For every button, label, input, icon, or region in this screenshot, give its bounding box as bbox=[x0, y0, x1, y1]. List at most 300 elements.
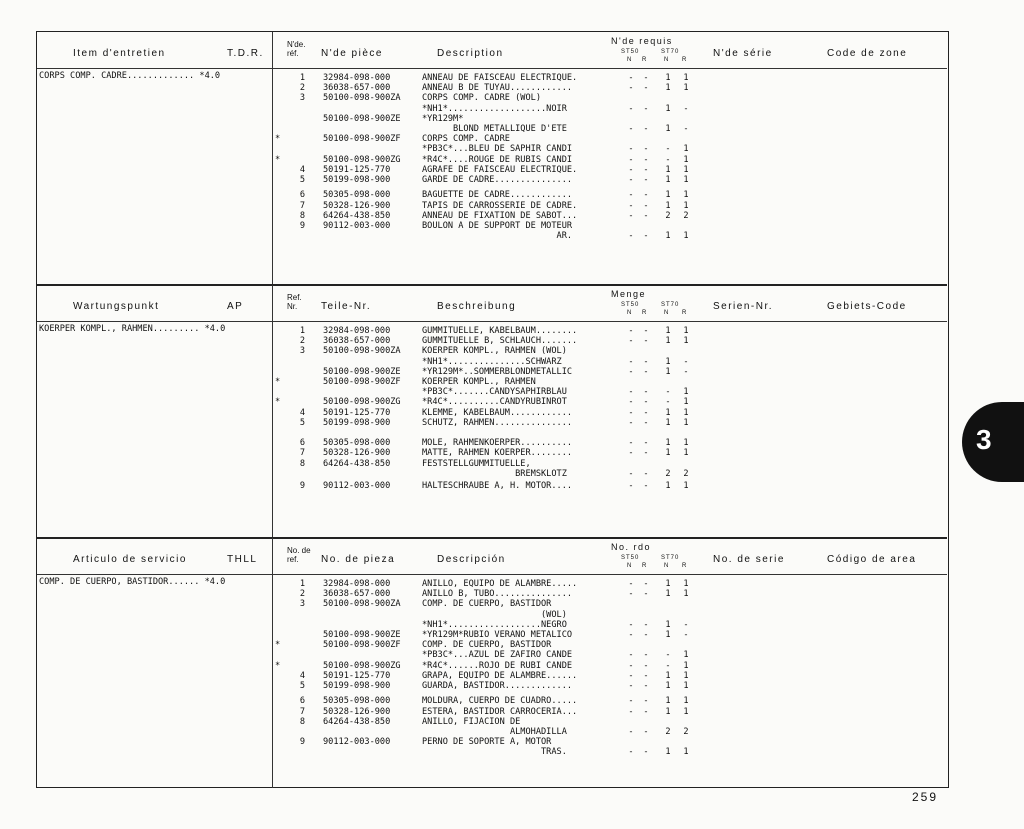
row-part-number: 50100-098-900ZG bbox=[323, 660, 401, 671]
row-qty-3: 1 bbox=[683, 83, 689, 94]
table-row bbox=[277, 481, 697, 491]
row-ref: 3 bbox=[299, 346, 305, 357]
row-description: KLEMME, KABELBAUM............ bbox=[422, 407, 573, 418]
row-qty-0: - bbox=[628, 83, 634, 94]
row-qty-0: - bbox=[628, 579, 634, 589]
row-qty-0: - bbox=[628, 630, 634, 640]
row-part-number: 50100-098-900ZE bbox=[323, 630, 401, 640]
table-row bbox=[277, 190, 697, 200]
tdr-header: AP bbox=[227, 301, 244, 312]
row-qty-3: 1 bbox=[683, 231, 689, 242]
qty-type-2: N bbox=[664, 563, 670, 569]
row-qty-0: - bbox=[628, 589, 634, 600]
table-row bbox=[277, 589, 697, 599]
row-qty-1: - bbox=[643, 210, 649, 221]
row-qty-0: - bbox=[628, 438, 634, 449]
row-qty-3: 1 bbox=[683, 696, 689, 707]
row-part-number: 50100-098-900ZF bbox=[323, 640, 401, 651]
table-row bbox=[277, 211, 697, 221]
row-qty-3: 1 bbox=[683, 144, 689, 155]
row-qty-2: 1 bbox=[665, 356, 671, 367]
row-part-number: 64264-438-850 bbox=[323, 716, 391, 727]
row-qty-1: - bbox=[643, 650, 649, 661]
row-qty-0: - bbox=[628, 660, 634, 671]
row-description: BOULON A DE SUPPORT DE MOTEUR bbox=[422, 220, 573, 231]
qty-model-st50: ST50 bbox=[621, 49, 640, 55]
row-qty-2: 1 bbox=[665, 579, 671, 589]
tdr-header: T.D.R. bbox=[227, 48, 264, 59]
row-description: GUMMITUELLE B, SCHLAUCH....... bbox=[422, 336, 578, 347]
qty-type-2: N bbox=[664, 57, 670, 63]
row-qty-0: - bbox=[628, 210, 634, 221]
row-ref: 4 bbox=[299, 164, 305, 175]
qty-model-st50: ST50 bbox=[621, 302, 640, 308]
row-description: *YR129M* bbox=[422, 113, 464, 124]
qty-type-0: N bbox=[627, 310, 633, 316]
row-part-number: 50199-098-900 bbox=[323, 175, 391, 185]
qty-type-2: N bbox=[664, 310, 670, 316]
row-star: * bbox=[275, 134, 281, 145]
row-qty-1: - bbox=[643, 448, 649, 459]
row-ref: 8 bbox=[299, 716, 305, 727]
row-qty-2: 1 bbox=[665, 706, 671, 717]
serial-header: Serien-Nr. bbox=[713, 301, 774, 312]
row-qty-1: - bbox=[643, 468, 649, 479]
qty-type-1: R bbox=[642, 57, 648, 63]
row-part-number: 50100-098-900ZA bbox=[323, 93, 401, 104]
table-row bbox=[277, 671, 697, 681]
qty-type-3: R bbox=[682, 563, 688, 569]
row-part-number: 50305-098-000 bbox=[323, 696, 391, 707]
row-ref: 8 bbox=[299, 458, 305, 469]
row-qty-1: - bbox=[643, 144, 649, 155]
row-part-number: 50191-125-770 bbox=[323, 407, 391, 418]
row-qty-0: - bbox=[628, 681, 634, 691]
table-row bbox=[277, 144, 697, 154]
row-description: KOERPER KOMPL., RAHMEN bbox=[422, 377, 536, 387]
row-qty-2: 1 bbox=[665, 164, 671, 175]
table-row bbox=[277, 175, 697, 185]
qty-type-0: N bbox=[627, 57, 633, 63]
row-qty-0: - bbox=[628, 366, 634, 377]
row-ref: 2 bbox=[299, 336, 305, 347]
table-row bbox=[277, 336, 697, 346]
section-2 bbox=[37, 285, 947, 537]
zone-header: Gebiets-Code bbox=[827, 301, 907, 312]
row-description: ANNEAU B DE TUYAU............ bbox=[422, 83, 573, 94]
row-qty-3: 1 bbox=[683, 670, 689, 681]
row-qty-3: 1 bbox=[683, 589, 689, 600]
row-qty-3: 1 bbox=[683, 397, 689, 408]
row-qty-3: - bbox=[683, 366, 689, 377]
row-qty-3: 1 bbox=[683, 747, 689, 758]
table-row bbox=[277, 134, 697, 144]
qty-type-1: R bbox=[642, 563, 648, 569]
row-qty-3: - bbox=[683, 630, 689, 640]
ref-header: No. de ref. bbox=[287, 546, 311, 564]
row-qty-1: - bbox=[643, 619, 649, 630]
row-part-number: 50100-098-900ZG bbox=[323, 154, 401, 165]
table-row bbox=[277, 661, 697, 671]
row-description: MATTE, RAHMEN KOERPER........ bbox=[422, 448, 573, 459]
row-part-number: 50305-098-000 bbox=[323, 190, 391, 201]
row-qty-3: 1 bbox=[683, 387, 689, 398]
row-ref: 6 bbox=[299, 438, 305, 449]
row-part-number: 50100-098-900ZF bbox=[323, 377, 401, 387]
section-header bbox=[37, 538, 947, 575]
row-part-number: 36038-657-000 bbox=[323, 83, 391, 94]
row-star: * bbox=[275, 377, 281, 387]
row-qty-1: - bbox=[643, 670, 649, 681]
row-description: COMP. DE CUERPO, BASTIDOR bbox=[422, 640, 552, 651]
row-part-number: 50100-098-900ZE bbox=[323, 113, 401, 124]
row-qty-2: 2 bbox=[665, 210, 671, 221]
table-row bbox=[277, 83, 697, 93]
row-qty-0: - bbox=[628, 175, 634, 185]
table-row bbox=[277, 418, 697, 428]
part-header: Teile-Nr. bbox=[321, 301, 372, 312]
row-qty-0: - bbox=[628, 356, 634, 367]
page-number: 259 bbox=[912, 790, 939, 804]
row-qty-1: - bbox=[643, 103, 649, 114]
section-header bbox=[37, 285, 947, 322]
row-description: CORPS COMP. CADRE bbox=[422, 134, 510, 145]
row-description: GUMMITUELLE, KABELBAUM........ bbox=[422, 326, 578, 336]
table-row bbox=[277, 93, 697, 103]
row-part-number: 90112-003-000 bbox=[323, 737, 391, 748]
row-qty-1: - bbox=[643, 124, 649, 134]
row-description: *YR129M*..SOMMERBLONDMETALLIC bbox=[422, 366, 573, 377]
row-qty-2: 2 bbox=[665, 726, 671, 737]
table-row bbox=[277, 650, 697, 660]
row-part-number: 64264-438-850 bbox=[323, 210, 391, 221]
column-divider bbox=[272, 538, 273, 788]
row-part-number: 50328-126-900 bbox=[323, 448, 391, 459]
table-row bbox=[277, 640, 697, 650]
row-qty-3: 1 bbox=[683, 681, 689, 691]
row-qty-0: - bbox=[628, 387, 634, 398]
item-header: Item d'entretien bbox=[73, 48, 166, 59]
chapter-tab bbox=[962, 402, 1024, 482]
qty-header: Menge bbox=[611, 289, 647, 299]
row-description: *YR129M*RUBIO VERANO METALICO bbox=[422, 630, 573, 640]
row-qty-3: 2 bbox=[683, 210, 689, 221]
table-row bbox=[277, 747, 697, 757]
row-qty-1: - bbox=[643, 356, 649, 367]
row-star: * bbox=[275, 397, 281, 408]
row-qty-2: 1 bbox=[665, 670, 671, 681]
row-ref: 7 bbox=[299, 448, 305, 459]
qty-type-3: R bbox=[682, 310, 688, 316]
row-part-number: 32984-098-000 bbox=[323, 579, 391, 589]
row-qty-0: - bbox=[628, 103, 634, 114]
row-part-number: 36038-657-000 bbox=[323, 336, 391, 347]
row-star: * bbox=[275, 154, 281, 165]
section-3 bbox=[37, 538, 947, 788]
table-row bbox=[277, 387, 697, 397]
desc-header: Descripción bbox=[437, 554, 506, 565]
row-qty-3: 1 bbox=[683, 200, 689, 211]
qty-header: N'de requis bbox=[611, 36, 673, 46]
row-ref: 1 bbox=[299, 579, 305, 589]
row-description: TRAS. bbox=[422, 747, 567, 758]
row-qty-1: - bbox=[643, 589, 649, 600]
row-description: FESTSTELLGUMMITUELLE, bbox=[422, 458, 531, 469]
row-ref: 6 bbox=[299, 696, 305, 707]
row-description: CORPS COMP. CADRE (WOL) bbox=[422, 93, 541, 104]
row-qty-1: - bbox=[643, 706, 649, 717]
row-description: BLOND METALLIQUE D'ETE bbox=[422, 124, 567, 134]
row-qty-2: - bbox=[665, 154, 671, 165]
row-description: GRAPA, EQUIPO DE ALAMBRE...... bbox=[422, 670, 578, 681]
row-qty-2: - bbox=[665, 144, 671, 155]
table-row bbox=[277, 73, 697, 83]
row-description: KOERPER KOMPL., RAHMEN (WOL) bbox=[422, 346, 567, 357]
row-qty-1: - bbox=[643, 336, 649, 347]
row-qty-3: 1 bbox=[683, 73, 689, 83]
row-qty-2: 1 bbox=[665, 73, 671, 83]
row-qty-0: - bbox=[628, 200, 634, 211]
row-part-number: 50305-098-000 bbox=[323, 438, 391, 449]
row-qty-1: - bbox=[643, 387, 649, 398]
service-item-label: CORPS COMP. CADRE............. *4.0 bbox=[39, 71, 221, 81]
table-row bbox=[277, 357, 697, 367]
table-row bbox=[277, 630, 697, 640]
row-qty-1: - bbox=[643, 200, 649, 211]
row-qty-2: 1 bbox=[665, 681, 671, 691]
qty-type-3: R bbox=[682, 57, 688, 63]
section-1 bbox=[37, 32, 947, 284]
row-qty-0: - bbox=[628, 73, 634, 83]
row-qty-2: 1 bbox=[665, 200, 671, 211]
row-ref: 3 bbox=[299, 93, 305, 104]
row-qty-2: - bbox=[665, 397, 671, 408]
row-qty-3: - bbox=[683, 103, 689, 114]
table-row bbox=[277, 326, 697, 336]
row-part-number: 50100-098-900ZG bbox=[323, 397, 401, 408]
row-ref: 3 bbox=[299, 599, 305, 610]
table-row bbox=[277, 346, 697, 356]
row-ref: 2 bbox=[299, 589, 305, 600]
row-qty-2: 1 bbox=[665, 83, 671, 94]
row-part-number: 32984-098-000 bbox=[323, 326, 391, 336]
row-description: SCHUTZ, RAHMEN............... bbox=[422, 417, 573, 428]
row-qty-2: 1 bbox=[665, 630, 671, 640]
row-qty-2: 1 bbox=[665, 407, 671, 418]
row-qty-0: - bbox=[628, 747, 634, 758]
row-qty-2: 1 bbox=[665, 366, 671, 377]
row-qty-3: 1 bbox=[683, 190, 689, 201]
row-qty-3: 1 bbox=[683, 407, 689, 418]
qty-header: No. rdo bbox=[611, 542, 652, 552]
row-qty-1: - bbox=[643, 696, 649, 707]
table-row bbox=[277, 469, 697, 479]
row-qty-0: - bbox=[628, 190, 634, 201]
row-ref: 1 bbox=[299, 73, 305, 83]
row-ref: 5 bbox=[299, 175, 305, 185]
row-description: GUARDA, BASTIDOR............. bbox=[422, 681, 573, 691]
row-qty-0: - bbox=[628, 164, 634, 175]
row-description: (WOL) bbox=[422, 609, 567, 620]
ref-header: N'de. réf. bbox=[287, 40, 306, 58]
row-qty-0: - bbox=[628, 407, 634, 418]
row-qty-2: - bbox=[665, 650, 671, 661]
row-qty-2: 1 bbox=[665, 175, 671, 185]
row-part-number: 50100-098-900ZE bbox=[323, 366, 401, 377]
table-row bbox=[277, 459, 697, 469]
row-qty-3: - bbox=[683, 619, 689, 630]
row-qty-1: - bbox=[643, 660, 649, 671]
row-qty-3: 1 bbox=[683, 650, 689, 661]
row-qty-1: - bbox=[643, 231, 649, 242]
row-qty-1: - bbox=[643, 154, 649, 165]
row-part-number: 50100-098-900ZA bbox=[323, 599, 401, 610]
row-qty-2: 1 bbox=[665, 326, 671, 336]
row-qty-2: 1 bbox=[665, 589, 671, 600]
row-qty-3: 1 bbox=[683, 164, 689, 175]
row-qty-3: 1 bbox=[683, 175, 689, 185]
row-qty-0: - bbox=[628, 154, 634, 165]
table-row bbox=[277, 367, 697, 377]
row-description: PERNO DE SOPORTE A, MOTOR bbox=[422, 737, 552, 748]
row-description: COMP. DE CUERPO, BASTIDOR bbox=[422, 599, 552, 610]
row-qty-0: - bbox=[628, 696, 634, 707]
row-description: AR. bbox=[422, 231, 573, 242]
row-qty-1: - bbox=[643, 190, 649, 201]
row-qty-3: 1 bbox=[683, 579, 689, 589]
row-qty-3: 1 bbox=[683, 481, 689, 492]
row-qty-1: - bbox=[643, 164, 649, 175]
service-item-label: COMP. DE CUERPO, BASTIDOR...... *4.0 bbox=[39, 577, 226, 587]
row-qty-0: - bbox=[628, 670, 634, 681]
row-qty-3: 1 bbox=[683, 326, 689, 336]
row-part-number: 50328-126-900 bbox=[323, 200, 391, 211]
row-part-number: 50191-125-770 bbox=[323, 670, 391, 681]
row-star: * bbox=[275, 640, 281, 651]
table-row bbox=[277, 397, 697, 407]
row-qty-1: - bbox=[643, 481, 649, 492]
row-part-number: 32984-098-000 bbox=[323, 73, 391, 83]
table-row bbox=[277, 707, 697, 717]
row-description: MOLE, RAHMENKOERPER.......... bbox=[422, 438, 573, 449]
row-part-number: 50328-126-900 bbox=[323, 706, 391, 717]
row-qty-0: - bbox=[628, 417, 634, 428]
qty-model-st70: ST70 bbox=[661, 555, 680, 561]
table-row bbox=[277, 448, 697, 458]
row-qty-3: 1 bbox=[683, 706, 689, 717]
serial-header: No. de serie bbox=[713, 554, 785, 565]
table-row bbox=[277, 165, 697, 175]
table-row bbox=[277, 610, 697, 620]
row-ref: 4 bbox=[299, 407, 305, 418]
row-qty-0: - bbox=[628, 336, 634, 347]
row-description: *NH1*..................NEGRO bbox=[422, 619, 567, 630]
row-ref: 5 bbox=[299, 417, 305, 428]
row-qty-2: 1 bbox=[665, 190, 671, 201]
row-qty-0: - bbox=[628, 397, 634, 408]
item-header: Wartungspunkt bbox=[73, 301, 160, 312]
row-part-number: 90112-003-000 bbox=[323, 220, 391, 231]
table-row bbox=[277, 124, 697, 134]
row-star: * bbox=[275, 660, 281, 671]
table-row bbox=[277, 737, 697, 747]
row-qty-3: 1 bbox=[683, 438, 689, 449]
row-part-number: 64264-438-850 bbox=[323, 458, 391, 469]
row-qty-0: - bbox=[628, 481, 634, 492]
row-description: ALMOHADILLA bbox=[422, 726, 567, 737]
row-part-number: 50191-125-770 bbox=[323, 164, 391, 175]
row-qty-2: 1 bbox=[665, 696, 671, 707]
zone-header: Code de zone bbox=[827, 48, 908, 59]
row-ref: 1 bbox=[299, 326, 305, 336]
row-qty-1: - bbox=[643, 83, 649, 94]
row-qty-1: - bbox=[643, 579, 649, 589]
row-ref: 9 bbox=[299, 220, 305, 231]
row-description: AGRAFE DE FAISCEAU ELECTRIQUE. bbox=[422, 164, 578, 175]
chapter-tab-label: 3 bbox=[976, 424, 992, 455]
row-part-number: 36038-657-000 bbox=[323, 589, 391, 600]
row-description: ANILLO, FIJACION DE bbox=[422, 716, 521, 727]
row-part-number: 50199-098-900 bbox=[323, 417, 391, 428]
qty-type-0: N bbox=[627, 563, 633, 569]
column-divider bbox=[272, 285, 273, 537]
row-qty-2: 1 bbox=[665, 481, 671, 492]
row-qty-2: 1 bbox=[665, 438, 671, 449]
row-qty-3: 1 bbox=[683, 154, 689, 165]
row-qty-1: - bbox=[643, 407, 649, 418]
service-item-label: KOERPER KOMPL., RAHMEN......... *4.0 bbox=[39, 324, 226, 334]
parts-table-frame bbox=[36, 31, 949, 788]
row-qty-2: 1 bbox=[665, 231, 671, 242]
row-ref: 8 bbox=[299, 210, 305, 221]
row-qty-1: - bbox=[643, 747, 649, 758]
row-part-number: 50199-098-900 bbox=[323, 681, 391, 691]
table-row bbox=[277, 408, 697, 418]
row-qty-0: - bbox=[628, 706, 634, 717]
row-description: TAPIS DE CARROSSERIE DE CADRE. bbox=[422, 200, 578, 211]
row-ref: 9 bbox=[299, 481, 305, 492]
row-qty-2: 1 bbox=[665, 417, 671, 428]
row-ref: 5 bbox=[299, 681, 305, 691]
row-qty-2: - bbox=[665, 660, 671, 671]
row-ref: 4 bbox=[299, 670, 305, 681]
table-row bbox=[277, 155, 697, 165]
row-qty-0: - bbox=[628, 650, 634, 661]
row-qty-3: 2 bbox=[683, 726, 689, 737]
row-ref: 6 bbox=[299, 190, 305, 201]
row-qty-1: - bbox=[643, 726, 649, 737]
row-description: BREMSKLOTZ bbox=[422, 468, 567, 479]
row-qty-0: - bbox=[628, 144, 634, 155]
row-qty-2: 1 bbox=[665, 619, 671, 630]
row-qty-1: - bbox=[643, 681, 649, 691]
row-qty-3: - bbox=[683, 356, 689, 367]
row-qty-2: 1 bbox=[665, 103, 671, 114]
row-qty-2: 1 bbox=[665, 448, 671, 459]
row-qty-2: 1 bbox=[665, 747, 671, 758]
table-row bbox=[277, 201, 697, 211]
row-qty-1: - bbox=[643, 630, 649, 640]
row-qty-0: - bbox=[628, 468, 634, 479]
row-description: GARDE DE CADRE............... bbox=[422, 175, 573, 185]
row-qty-1: - bbox=[643, 326, 649, 336]
row-part-number: 50100-098-900ZA bbox=[323, 346, 401, 357]
table-row bbox=[277, 717, 697, 727]
item-header: Articulo de servicio bbox=[73, 554, 187, 565]
row-qty-3: 1 bbox=[683, 660, 689, 671]
tdr-header: THLL bbox=[227, 554, 258, 565]
row-qty-0: - bbox=[628, 619, 634, 630]
